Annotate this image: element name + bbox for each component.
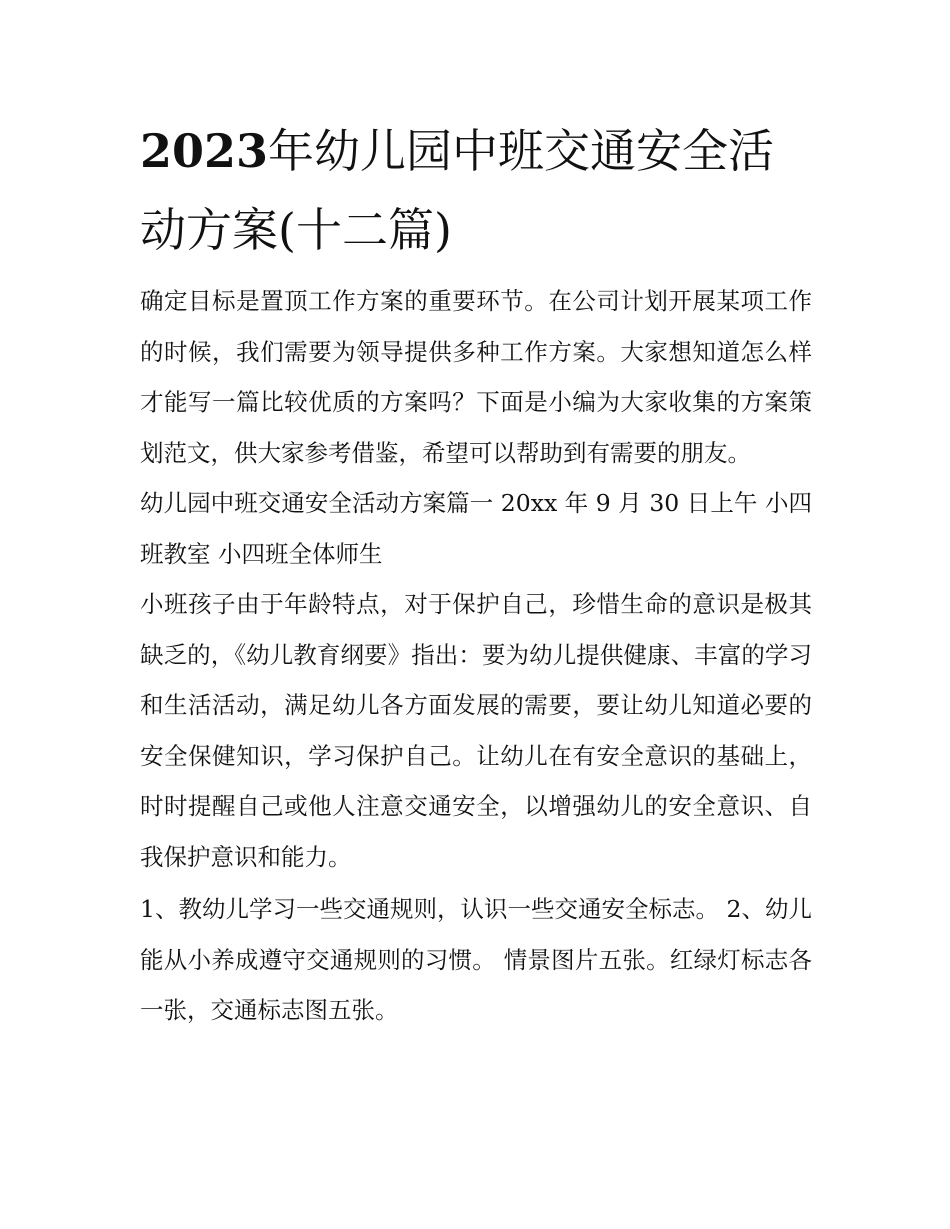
section-heading-paragraph: 幼儿园中班交通安全活动方案篇一 20xx 年 9 月 30 日上午 小四班教室 小四班全体师生 bbox=[140, 489, 812, 568]
goals-paragraph: 1、教幼儿学习一些交通规则，认识一些交通安全标志。 2、幼儿能从小养成遵守交通规则的习惯。 情景图片五张。红绿灯标志各一张，交通标志图五张。 bbox=[140, 895, 812, 1024]
intro-paragraph: 确定目标是置顶工作方案的重要环节。在公司计划开展某项工作的时候，我们需要为领导提供多种工作方案。大家想知道怎么样才能写一篇比较优质的方案吗？下面是小编为大家收集的方案策划范文，供大家参考借鉴，希望可以帮助到有需要的朋友。 bbox=[140, 287, 812, 467]
title-text: 年幼儿园中班交通安全活动方案(十二篇) bbox=[140, 124, 775, 257]
document-page bbox=[140, 112, 812, 1036]
background-paragraph: 小班孩子由于年龄特点，对于保护自己，珍惜生命的意识是极其缺乏的，《幼儿教育纲要》指出：要为幼儿提供健康、丰富的学习和生活活动，满足幼儿各方面发展的需要，要让幼儿知道必要的安全保健知识，学习保护自己。让幼儿在有安全意识的基础上，时时提醒自己或他人注意交通安全，以增强幼儿的安全意识、自我保护意识和能力。 bbox=[140, 590, 812, 871]
title-year: 2023 bbox=[140, 124, 269, 178]
document-title bbox=[140, 112, 812, 270]
